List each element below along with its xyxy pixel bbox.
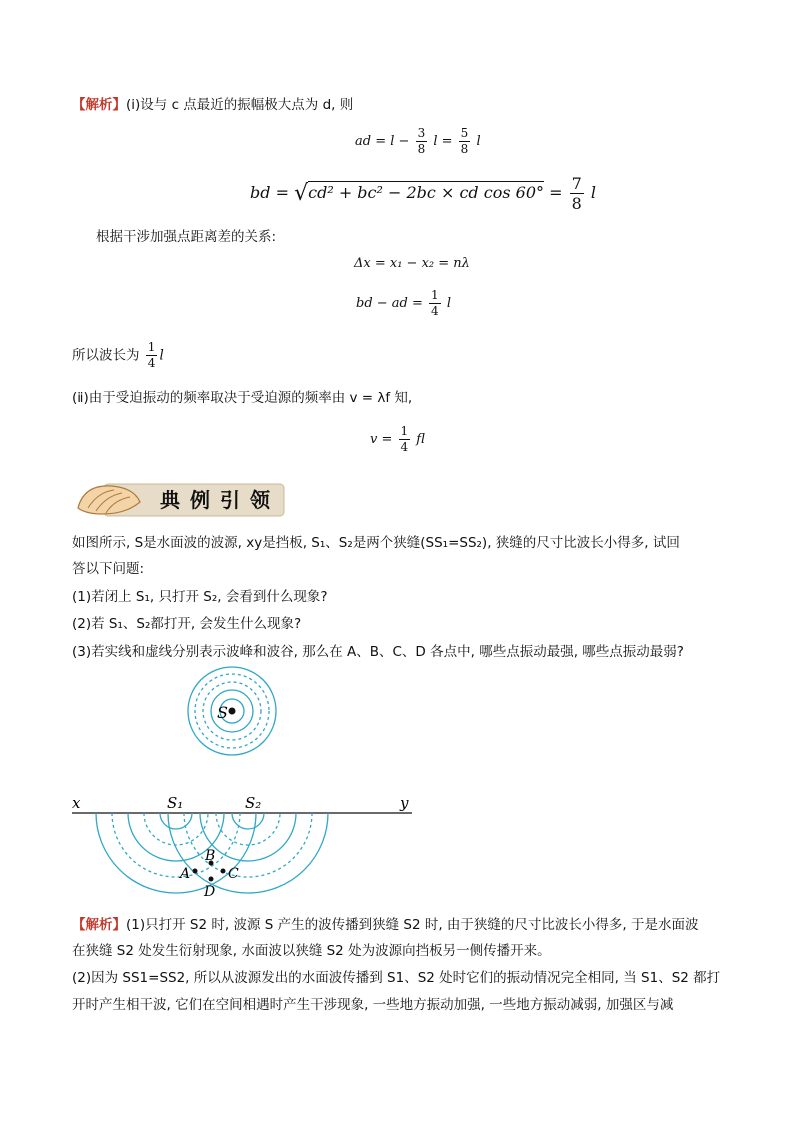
s1-label: S₁ <box>167 794 184 812</box>
s2-waves <box>168 813 328 893</box>
problem-line-2: 答以下问题: <box>72 561 145 577</box>
point-a-label: A <box>180 866 191 882</box>
question-3: (3)若实线和虚线分别表示波峰和波谷, 那么在 A、B、C、D 各点中, 哪些点振动最强, 哪些点振动最弱? <box>72 644 684 660</box>
eq5-end: fl <box>416 432 425 447</box>
part-ii-text: (ⅱ)由于受迫振动的频率取决于受迫源的频率由 v = λf 知, <box>72 390 413 406</box>
solution-intro: (ⅰ)设与 c 点最近的振幅极大点为 d, 则 <box>126 97 354 113</box>
equation-bd-minus-ad <box>356 288 451 319</box>
source-label: S <box>217 703 228 722</box>
answer-1-line-1 <box>72 915 699 935</box>
fraction: $\frac{7}{8}$ <box>571 174 582 213</box>
fraction: $\frac{1}{4}$ <box>431 288 439 318</box>
eq5-lhs: v = <box>370 432 393 447</box>
source-point <box>229 708 236 715</box>
point-b-label: B <box>205 848 216 864</box>
equation-ad <box>355 126 481 157</box>
eq2-equals: = <box>549 183 563 202</box>
wavelength-prefix: 所以波长为 <box>72 347 140 364</box>
equation-delta-x: Δx = x₁ − x₂ = nλ <box>354 256 470 271</box>
problem-line-1: 如图所示, S是水面波的波源, xy是挡板, S₁、S₂是两个狭缝(SS₁=SS₂), 狭缝的尺寸比波长小得多, 试回 <box>72 535 680 551</box>
y-label: y <box>400 794 409 812</box>
point-c-dot <box>221 869 226 874</box>
eq4-end: l <box>446 296 451 311</box>
answer-2-line-2: 开时产生相干波, 它们在空间相遇时产生干涉现象, 一些地方振动加强, 一些地方振动减弱, 加强区与减 <box>72 997 674 1013</box>
eq4-lhs: bd − ad = <box>356 296 423 311</box>
question-1: (1)若闭上 S₁, 只打开 S₂, 会看到什么现象? <box>72 589 328 605</box>
analysis-tag: 【解析】 <box>72 97 126 113</box>
x-label: x <box>72 794 81 812</box>
eq1-lhs: ad = l − <box>355 134 410 149</box>
point-d-dot <box>209 877 214 882</box>
eq2-lhs: bd = <box>250 183 289 202</box>
point-c-label: C <box>228 866 239 882</box>
fraction: $\frac{1}{4}$ <box>400 424 409 454</box>
section-banner <box>74 478 286 520</box>
wavelength-line <box>72 340 164 371</box>
fraction: $\frac{3}{8}$ <box>417 126 426 156</box>
eq1-end: l <box>476 134 481 149</box>
wave-interference-figure <box>66 660 426 900</box>
relation-text: 根据干涉加强点距离差的关系: <box>96 229 277 245</box>
answer-1-text-1: (1)只打开 S2 时, 波源 S 产生的波传播到狭缝 S2 时, 由于狭缝的尺寸比波长小得多, 于是水面波 <box>126 917 699 933</box>
fraction: $\frac{1}{4}$ <box>147 340 156 370</box>
eq2-root: cd² + bc² − 2bc × cd cos 60° <box>308 183 544 202</box>
eq1-mid: l = <box>433 134 453 149</box>
answer-1-line-2: 在狭缝 S2 处发生衍射现象, 水面波以狭缝 S2 处为波源向挡板另一侧传播开来。 <box>72 943 551 959</box>
fraction: $\frac{5}{8}$ <box>460 126 469 156</box>
point-d-label: D <box>204 884 216 900</box>
s2-label: S₂ <box>245 794 262 812</box>
analysis-tag: 【解析】 <box>72 917 126 933</box>
equation-bd: bd = √cd² + bc² − 2bc × cd cos 60° = $\frac{7}{8}$ l <box>250 174 596 213</box>
wl-end: l <box>159 347 164 364</box>
answer-2-line-1: (2)因为 SS1=SS2, 所以从波源发出的水面波传播到 S1、S2 处时它们的振动情况完全相同, 当 S1、S2 都打 <box>72 970 721 986</box>
banner-title: 典例引领 <box>160 488 280 512</box>
solution-intro-line <box>72 95 353 115</box>
point-a-dot <box>193 869 198 874</box>
eq2-end: l <box>590 183 596 202</box>
equation-v <box>370 424 425 455</box>
question-2: (2)若 S₁、S₂都打开, 会发生什么现象? <box>72 616 302 632</box>
